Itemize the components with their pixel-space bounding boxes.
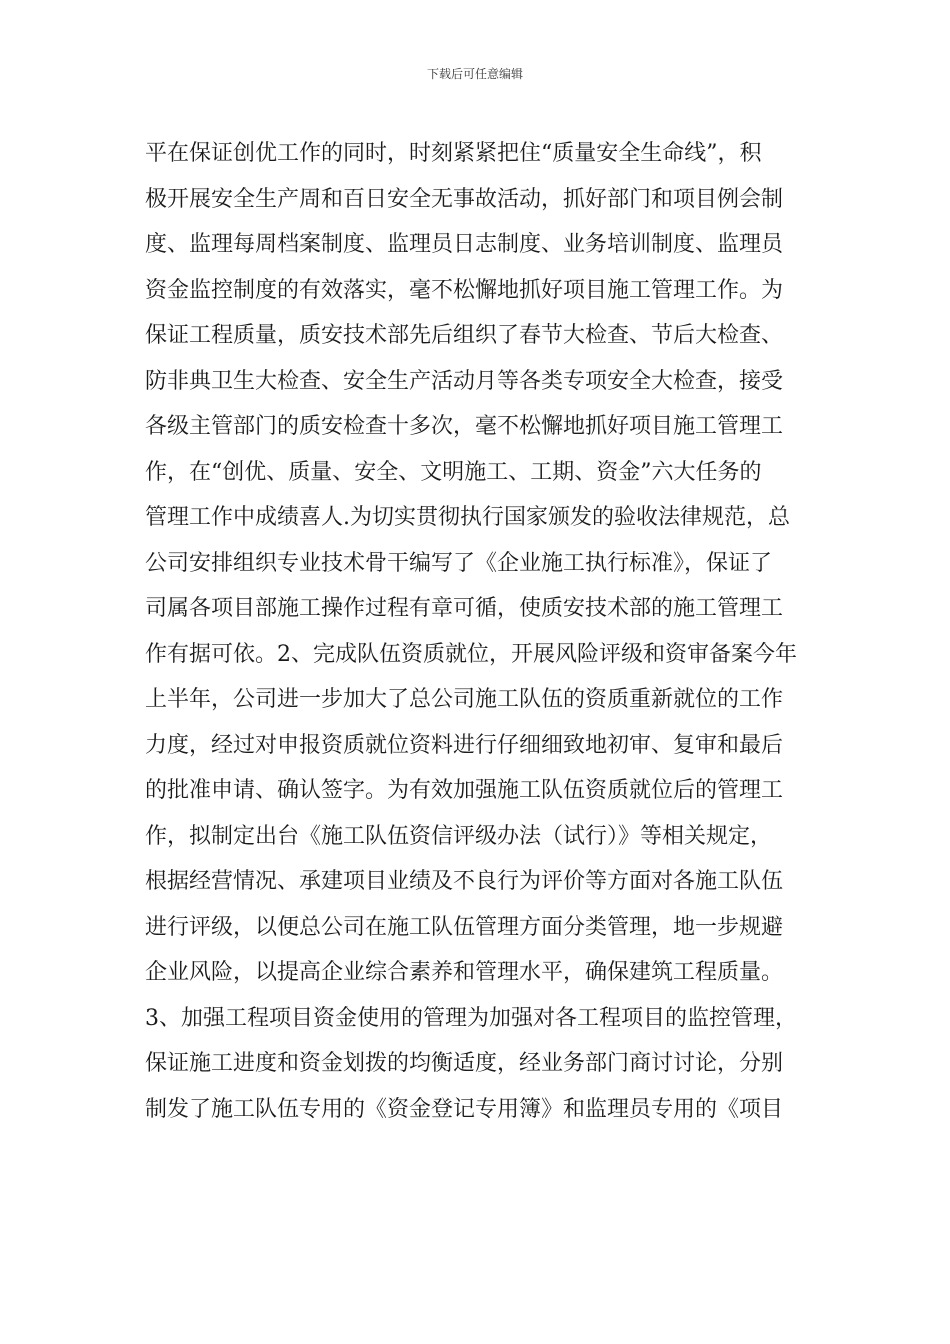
text-line: 平在保证创优工作的同时，时刻紧紧把住“质量安全生命线”，积 — [145, 141, 762, 166]
text-line: 防非典卫生大检查、安全生产活动月等各类专项安全大检查，接受 — [145, 368, 784, 394]
text-line: 资金监控制度的有效落实，毫不松懈地抓好项目施工管理工作。为 — [145, 277, 784, 303]
text-line: 的批准申请、确认签字。为有效加强施工队伍资质就位后的管理工 — [145, 778, 784, 803]
text-line: 保证施工进度和资金划拨的均衡适度，经业务部门商讨讨论，分别 — [145, 1051, 784, 1076]
text-line: 3、加强工程项目资金使用的管理为加强对各工程项目的监控管理， — [145, 1005, 797, 1031]
text-line: 作，拟制定出台《施工队伍资信评级办法（试行）》等相关规定， — [145, 823, 773, 849]
body-paragraph — [145, 131, 825, 1132]
text-line: 作有据可依。2、完成队伍资质就位，开展风险评级和资审备案今年 — [145, 641, 797, 667]
text-line: 极开展安全生产周和百日安全无事故活动，抓好部门和项目例会制 — [145, 186, 784, 212]
text-line: 保证工程质量，质安技术部先后组织了春节大检查、节后大检查、 — [145, 323, 784, 348]
text-line: 作，在“创优、质量、安全、文明施工、工期、资金”六大任务的 — [145, 459, 762, 485]
text-line: 力度，经过对申报资质就位资料进行仔细细致地初审、复审和最后 — [145, 732, 784, 758]
text-line: 进行评级，以便总公司在施工队伍管理方面分类管理，地一步规避 — [145, 914, 784, 940]
text-line: 度、监理每周档案制度、监理员日志制度、业务培训制度、监理员 — [145, 232, 784, 257]
text-line: 各级主管部门的质安检查十多次，毫不松懈地抓好项目施工管理工 — [145, 414, 784, 439]
text-line: 司属各项目部施工操作过程有章可循，使质安技术部的施工管理工 — [145, 596, 784, 621]
text-line: 公司安排组织专业技术骨干编写了《企业施工执行标准》，保证了 — [145, 550, 773, 576]
text-line: 制发了施工队伍专用的《资金登记专用簿》和监理员专用的《项目 — [145, 1096, 784, 1122]
text-line: 企业风险，以提高企业综合素养和管理水平，确保建筑工程质量。 — [145, 960, 784, 985]
text-line: 管理工作中成绩喜人.为切实贯彻执行国家颁发的验收法律规范，总 — [145, 505, 790, 530]
page-header: 下载后可任意编辑 — [426, 67, 523, 81]
text-line: 上半年，公司进一步加大了总公司施工队伍的资质重新就位的工作 — [145, 687, 784, 712]
text-line: 根据经营情况、承建项目业绩及不良行为评价等方面对各施工队伍 — [145, 869, 784, 894]
